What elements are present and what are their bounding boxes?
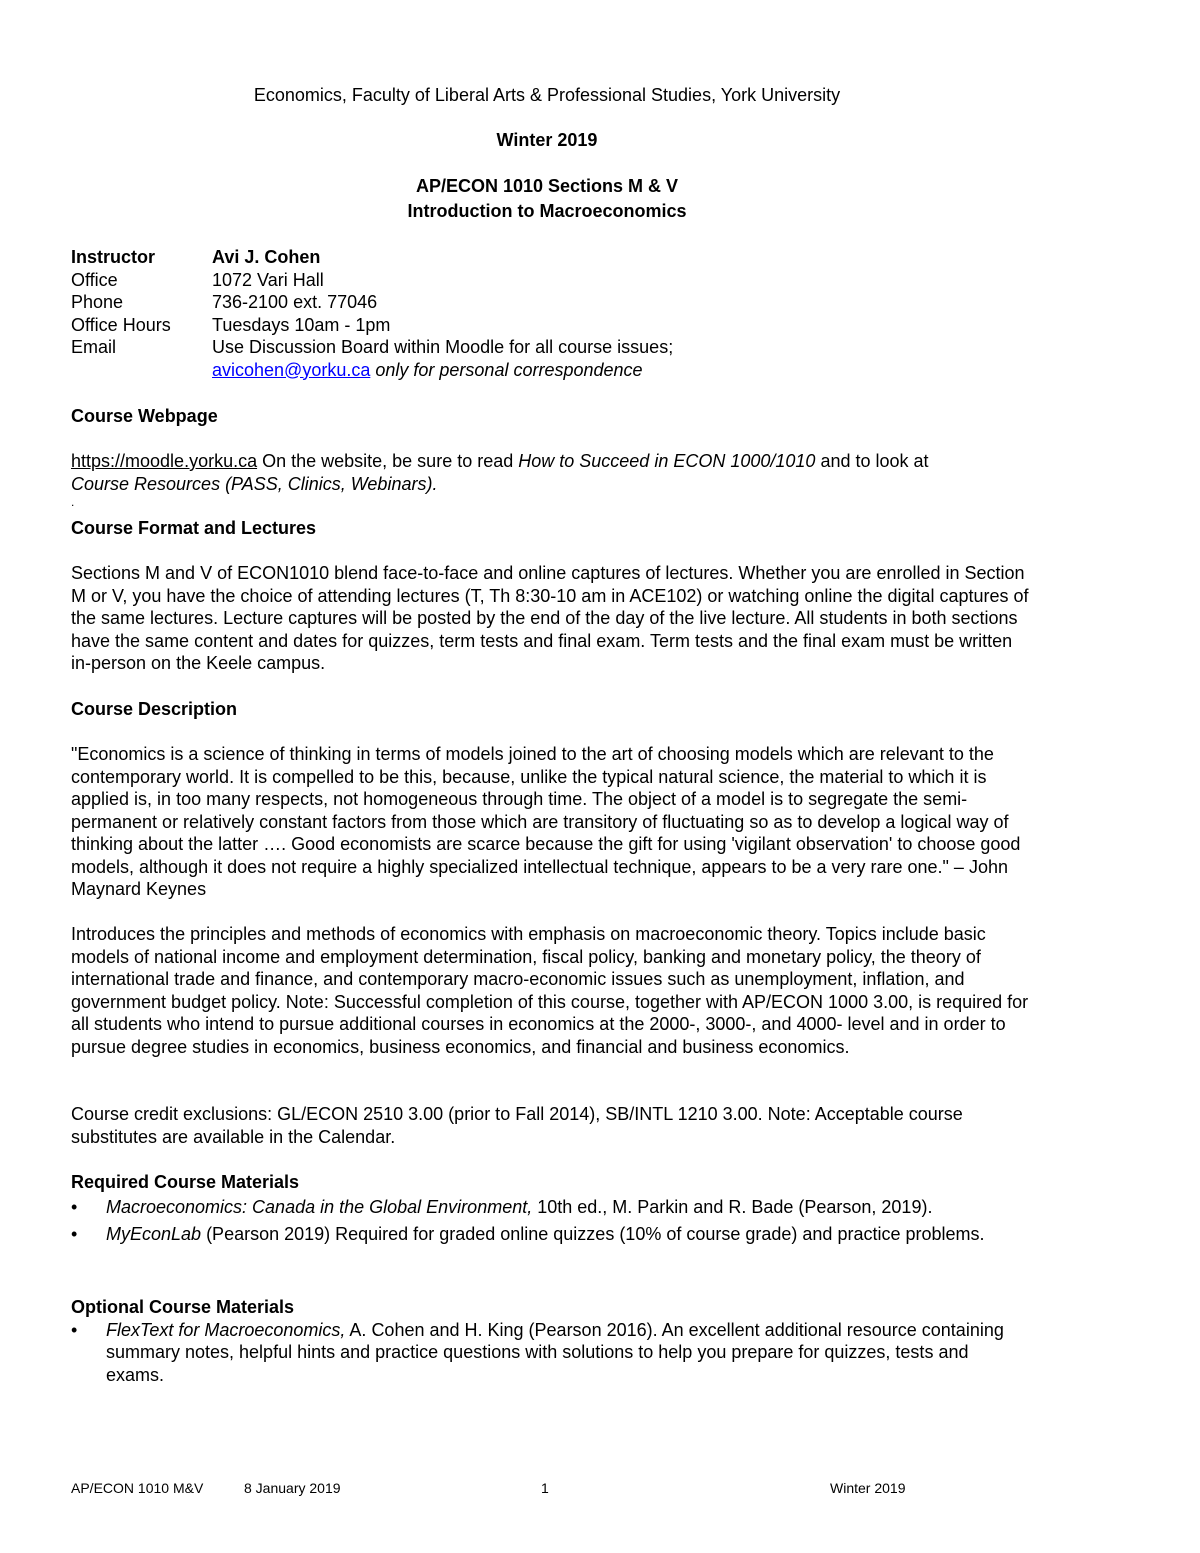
description-section — [71, 698, 1031, 721]
format-body — [71, 562, 1031, 675]
optional-item-flextext — [71, 1319, 1031, 1387]
email-link[interactable]: avicohen@yorku.ca — [212, 359, 371, 380]
footer-term: Winter 2019 — [830, 1480, 906, 1496]
office-hours-label: Office Hours — [71, 314, 171, 335]
instructor-row — [71, 246, 1031, 269]
email-label-spacer — [71, 359, 212, 382]
required-heading: Required Course Materials — [71, 1172, 300, 1192]
webpage-text-1: On the website, be sure to read — [257, 451, 519, 471]
flextext-details: A. Cohen and H. King (Pearson 2016). An excellent additional resource containing summary notes, helpful hints and practice questions with solutions to help you prepare for quizzes, tests and exams. — [106, 1319, 1004, 1385]
description-heading: Course Description — [71, 699, 238, 719]
textbook-details: 10th ed., M. Parkin and R. Bade (Pearson, 2019). — [532, 1196, 933, 1217]
office-hours-value: Tuesdays 10am - 1pm — [212, 314, 391, 335]
webpage-paragraph — [71, 450, 1031, 495]
moodle-link[interactable]: https://moodle.yorku.ca — [71, 451, 258, 471]
faculty-line: Economics, Faculty of Liberal Arts & Professional Studies, York University — [253, 85, 841, 105]
webpage-italic-2: Course Resources (PASS, Clinics, Webinars). — [71, 473, 438, 494]
phone-label: Phone — [71, 292, 124, 312]
office-row — [71, 269, 1031, 292]
myeconlab-title: MyEconLab — [106, 1223, 202, 1244]
webpage-italic-1: How to Succeed in ECON 1000/1010 — [518, 451, 816, 471]
webpage-body — [71, 450, 1031, 509]
keynes-quote: "Economics is a science of thinking in terms of models joined to the art of choosing models which are relevant to the contemporary world. It is compelled to be this, because, unlike the typical natural science, the material to which it is applied is, in too many respects, not homogeneous through time. The object of a model is to segregate the semi-permanent or relatively constant factors from those which are transitory of fluctuating so as to develop a logical way of thinking about the latter …. Good economists are scarce because the gift for using 'vigilant observation' to choose good models, although it does not require a highly specialized intellectual technique, appears to be a very rare one." – John Maynard Keynes — [71, 744, 1021, 899]
email-value-2 — [212, 359, 1031, 382]
course-subtitle: Introduction to Macroeconomics — [407, 201, 687, 221]
course-title: AP/ECON 1010 Sections M & V — [415, 176, 679, 196]
optional-list — [71, 1319, 1031, 1387]
email-note: only for personal correspondence — [375, 359, 643, 380]
term-title: Winter 2019 — [496, 130, 598, 150]
required-item-myeconlab — [71, 1221, 1031, 1248]
required-item-textbook — [71, 1194, 1031, 1221]
description-quote-block — [71, 743, 1031, 901]
format-heading: Course Format and Lectures — [71, 518, 317, 538]
footer-date: 8 January 2019 — [244, 1480, 341, 1496]
office-label: Office — [71, 269, 118, 290]
phone-value: 736-2100 ext. 77046 — [212, 292, 378, 312]
office-hours-row — [71, 314, 1031, 337]
required-section — [71, 1171, 1031, 1248]
instructor-label: Instructor — [71, 247, 156, 267]
email-row — [71, 336, 1031, 359]
bullet-icon: • — [71, 1196, 78, 1217]
webpage-text-2: and to look at — [815, 451, 929, 471]
optional-section — [71, 1296, 1031, 1386]
required-list — [71, 1194, 1031, 1248]
description-intro-block — [71, 923, 1031, 1058]
exclusions-block — [71, 1103, 1031, 1148]
office-value: 1072 Vari Hall — [212, 269, 324, 290]
bullet-icon: • — [71, 1319, 78, 1340]
webpage-heading: Course Webpage — [71, 406, 218, 426]
course-intro-paragraph: Introduces the principles and methods of economics with emphasis on macroeconomic theory. Topics include basic models of national income and employment determination, fiscal policy, banking and monetary policy, the theory of international trade and finance, and contemporary macro-economic issues such as unemployment, inflation, and government budget policy. Note: Successful completion of this course, together with AP/ECON 1000 3.00, is required for all students who intend to pursue additional courses in economics at the 2000-, 3000-, and 4000- level and in order to pursue degree studies in economics, business economics, and financial and business economics. — [71, 924, 1029, 1057]
optional-heading: Optional Course Materials — [71, 1297, 295, 1317]
instructor-info — [71, 246, 1031, 381]
exclusions-paragraph: Course credit exclusions: GL/ECON 2510 3.00 (prior to Fall 2014), SB/INTL 1210 3.00. Note: Acceptable course substitutes are available in the Calendar. — [71, 1104, 963, 1147]
phone-row — [71, 291, 1031, 314]
bullet-icon: • — [71, 1223, 78, 1244]
webpage-section — [71, 405, 1031, 428]
email-value: Use Discussion Board within Moodle for all course issues; — [212, 337, 674, 357]
myeconlab-details: (Pearson 2019) Required for graded online quizzes (10% of course grade) and practice problems. — [201, 1223, 985, 1244]
textbook-title: Macroeconomics: Canada in the Global Environment, — [106, 1196, 533, 1217]
footer-course: AP/ECON 1010 M&V — [71, 1480, 204, 1496]
footer-page-number: 1 — [541, 1480, 549, 1496]
email-row-2 — [71, 359, 1031, 382]
stray-dot: . — [71, 495, 75, 509]
format-section — [71, 517, 1031, 540]
flextext-title: FlexText for Macroeconomics, — [106, 1319, 346, 1340]
email-label: Email — [71, 337, 117, 357]
format-paragraph: Sections M and V of ECON1010 blend face-to-face and online captures of lectures. Whether you are enrolled in Section M or V, you have the choice of attending lectures (T, Th 8:30-10 am in ACE102) or watching online the digital captures of the same lectures. Lecture captures will be posted by the end of the day of the live lecture. All students in both sections have the same content and dates for quizzes, term tests and final exam. Term tests and the final exam must be written in-person on the Keele campus. — [71, 563, 1029, 673]
instructor-name: Avi J. Cohen — [212, 247, 321, 267]
